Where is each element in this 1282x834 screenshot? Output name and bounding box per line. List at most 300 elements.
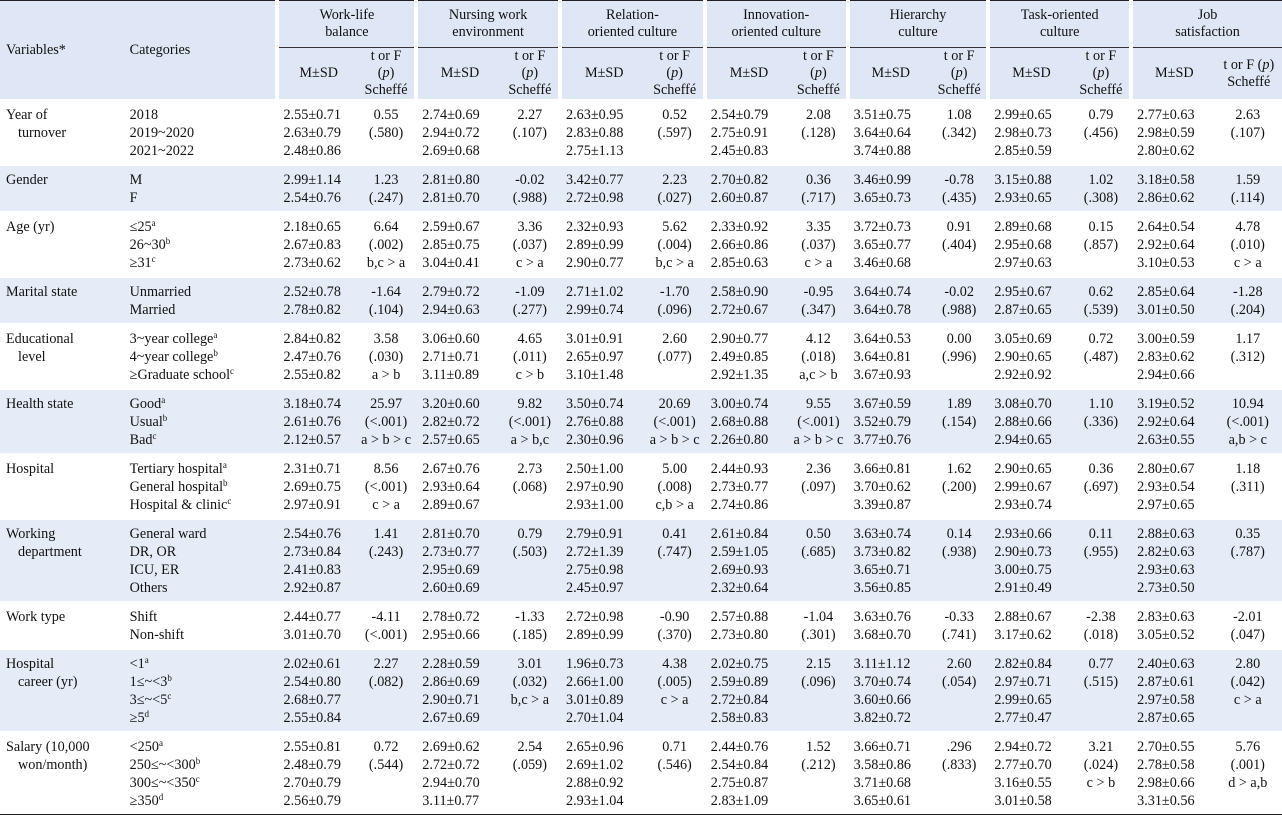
header-stat [932, 48, 988, 101]
header-stat [358, 48, 416, 101]
msd-cell [1131, 100, 1215, 165]
msd-value: 3.65±0.61 [853, 793, 912, 809]
category-superscript: b [165, 236, 171, 246]
msd-value: 3.65±0.71 [853, 562, 912, 578]
stat-value: 0.36 [1088, 461, 1114, 477]
header-group-line2: oriented culture [731, 24, 821, 40]
stat-value: (.032) [512, 674, 547, 690]
msd-value: 2.77±0.63 [1137, 107, 1195, 123]
stat-cell [932, 277, 988, 324]
category-label: 26~30 [129, 237, 166, 253]
stat-cell [932, 602, 988, 649]
msd-value: 3.71±0.68 [853, 775, 912, 791]
stat-cell [932, 732, 988, 815]
msd-cell [705, 732, 791, 815]
header-stat-prefix: t or F ( [803, 48, 834, 81]
msd-cell [1131, 649, 1215, 732]
stat-value: (.487) [1083, 349, 1119, 365]
stat-value: b,c > a [510, 692, 550, 708]
msd-value: 2.31±0.71 [283, 461, 341, 477]
msd-value: 2.40±0.63 [1137, 656, 1195, 672]
msd-cell [848, 100, 932, 165]
msd-cell [560, 649, 646, 732]
msd-value: 3.67±0.59 [853, 396, 912, 412]
header-stat-line2: Scheffé [653, 82, 697, 98]
variable-cell [0, 324, 124, 389]
stat-value: 10.94 [1231, 396, 1264, 412]
msd-value: 2.50±1.00 [566, 461, 624, 477]
msd-value: 3.58±0.86 [853, 757, 912, 773]
category-label: ICU, ER [129, 562, 180, 578]
msd-value: 2.98±0.73 [994, 125, 1052, 141]
header-msd: M±SD [705, 48, 791, 101]
stat-cell [358, 277, 416, 324]
msd-value: 3.39±0.87 [853, 497, 912, 513]
stat-cell [502, 519, 560, 602]
stat-value: -0.02 [944, 284, 974, 300]
msd-cell [705, 602, 791, 649]
msd-value: 2.57±0.88 [710, 609, 769, 625]
stat-value: c > b [1086, 775, 1116, 791]
stat-value: 5.76 [1235, 739, 1261, 755]
msd-value: 2.68±0.88 [710, 414, 769, 430]
header-stat-p: p [526, 65, 534, 81]
msd-value: 2.76±0.88 [566, 414, 624, 430]
header-stat [502, 48, 560, 101]
msd-value: 2.90±0.77 [710, 331, 769, 347]
category-item [130, 301, 274, 319]
stat-value: 1.08 [946, 107, 972, 123]
msd-value: 2.84±0.82 [283, 331, 341, 347]
msd-value: 2.88±0.92 [566, 775, 624, 791]
msd-value: 2.88±0.67 [994, 609, 1052, 625]
category-label: 2019~2020 [129, 125, 195, 141]
msd-value: 2.75±0.87 [710, 775, 769, 791]
stat-cell [932, 100, 988, 165]
stat-value: (.247) [368, 190, 404, 206]
stat-value: 0.35 [1235, 526, 1261, 542]
stat-cell [1073, 165, 1131, 212]
msd-value: 3.10±0.53 [1137, 255, 1195, 271]
msd-cell [705, 100, 791, 165]
header-stat-suffix: ) [1104, 65, 1110, 81]
msd-value: 2.95±0.68 [994, 237, 1052, 253]
categories-cell [124, 602, 278, 649]
msd-value: 2.69±0.93 [710, 562, 769, 578]
msd-cell [1131, 732, 1215, 815]
stat-value: 0.91 [946, 219, 972, 235]
stat-value: 1.23 [373, 172, 399, 188]
stat-value: 2.15 [805, 656, 831, 672]
header-msd: M±SD [1131, 48, 1215, 101]
msd-value: 2.94±0.72 [994, 739, 1052, 755]
stat-value: (.001) [1230, 757, 1265, 773]
stat-cell [1216, 165, 1282, 212]
variable-cell [0, 649, 124, 732]
msd-cell [560, 602, 646, 649]
stat-value: (.068) [512, 479, 547, 495]
table-body [0, 100, 1282, 815]
stat-value: (.301) [801, 627, 836, 643]
msd-cell [560, 454, 646, 519]
header-stat-line1 [1220, 57, 1278, 74]
category-superscript: d [144, 709, 150, 719]
stat-cell [358, 732, 416, 815]
stat-value: 1.10 [1088, 396, 1114, 412]
category-label: F [129, 190, 138, 206]
stat-value: (.027) [657, 190, 692, 206]
msd-value: 2.61±0.84 [710, 526, 769, 542]
msd-value: 2.02±0.75 [710, 656, 769, 672]
msd-value: 2.90±0.65 [994, 461, 1052, 477]
msd-cell [848, 165, 932, 212]
stat-cell [1216, 277, 1282, 324]
msd-cell [277, 100, 357, 165]
header-stat-line2: Scheffé [937, 82, 981, 98]
category-item [130, 543, 274, 561]
header-stat-line1 [1077, 48, 1125, 82]
msd-value: 2.59±0.89 [710, 674, 769, 690]
table-row [0, 454, 1282, 519]
header-stat-prefix: t or F ( [1085, 48, 1117, 81]
stat-value: -1.28 [1232, 284, 1263, 300]
stat-value: (.833) [942, 757, 977, 773]
stat-value: 0.50 [805, 526, 831, 542]
stat-value: (.857) [1083, 237, 1119, 253]
stat-value: (.008) [657, 479, 692, 495]
variable-cell [0, 454, 124, 519]
category-superscript: c [152, 431, 157, 441]
stat-cell [502, 212, 560, 277]
variable-label: Educational [6, 331, 74, 347]
stat-value: (.042) [1230, 674, 1265, 690]
stat-value: a > b [371, 367, 401, 383]
msd-value: 2.81±0.70 [422, 190, 480, 206]
msd-cell [560, 277, 646, 324]
msd-cell [560, 324, 646, 389]
msd-value: 3.04±0.41 [422, 255, 480, 271]
stat-cell [1073, 100, 1131, 165]
table-row [0, 100, 1282, 165]
msd-cell [848, 602, 932, 649]
variable-label: turnover [18, 125, 67, 141]
msd-value: 3.20±0.60 [422, 396, 480, 412]
stat-value: (.311) [1230, 479, 1265, 495]
msd-cell [1131, 165, 1215, 212]
msd-value: 2.02±0.61 [283, 656, 341, 672]
category-superscript: a [158, 738, 163, 748]
msd-value: 2.72±1.39 [566, 544, 624, 560]
header-msd: M±SD [560, 48, 646, 101]
header-stat-line1 [936, 48, 982, 82]
category-item [130, 608, 274, 626]
stat-value: .296 [946, 739, 972, 755]
stat-cell [1216, 324, 1282, 389]
msd-value: 2.49±0.85 [710, 349, 769, 365]
stat-cell [932, 649, 988, 732]
msd-cell [416, 732, 501, 815]
msd-cell [416, 389, 501, 454]
stat-value: (.077) [657, 349, 692, 365]
header-group [848, 1, 989, 48]
stat-value: (<.001) [364, 627, 408, 643]
msd-value: 2.78±0.72 [422, 609, 480, 625]
stat-value: 0.72 [1088, 331, 1114, 347]
msd-value: 2.75±1.13 [566, 143, 624, 159]
stat-value: a > b > c [649, 432, 700, 448]
stat-cell [791, 324, 847, 389]
msd-value: 2.30±0.96 [566, 432, 624, 448]
stat-value: (.037) [801, 237, 836, 253]
msd-value: 3.05±0.69 [994, 331, 1052, 347]
stat-value: (.996) [942, 349, 977, 365]
categories-cell [124, 519, 278, 602]
msd-cell [705, 212, 791, 277]
msd-value: 2.81±0.70 [422, 526, 480, 542]
category-item [130, 189, 274, 207]
header-group-line1: Task-oriented [1020, 7, 1099, 23]
stat-value: (.539) [1083, 302, 1119, 318]
msd-value: 3.17±0.62 [994, 627, 1052, 643]
stat-value: -1.33 [515, 609, 545, 625]
msd-value: 2.63±0.55 [1137, 432, 1195, 448]
msd-value: 3.06±0.60 [422, 331, 480, 347]
msd-value: 2.93±0.74 [994, 497, 1052, 513]
msd-cell [848, 277, 932, 324]
stat-value: 3.01 [517, 656, 543, 672]
table-row [0, 602, 1282, 649]
msd-value: 3.64±0.78 [853, 302, 912, 318]
msd-value: 3.16±0.55 [994, 775, 1052, 791]
stat-value: 0.00 [946, 331, 972, 347]
msd-value: 2.95±0.66 [422, 627, 480, 643]
msd-value: 2.89±0.99 [566, 627, 624, 643]
header-stat-prefix: t or F ( [1223, 56, 1263, 73]
stat-value: 0.55 [373, 107, 399, 123]
table-row [0, 277, 1282, 324]
msd-value: 2.77±0.47 [994, 710, 1052, 726]
categories-cell [124, 649, 278, 732]
msd-value: 2.90±0.73 [994, 544, 1052, 560]
category-label: 3~year college [129, 331, 214, 347]
stat-value: -0.78 [944, 172, 974, 188]
variable-label: Year of [6, 107, 48, 123]
variable-cell [0, 165, 124, 212]
stat-value: (.107) [1230, 125, 1265, 141]
stat-value: (.096) [801, 674, 836, 690]
msd-cell [416, 324, 501, 389]
category-label: <1 [129, 656, 145, 672]
stat-value: (.697) [1083, 479, 1119, 495]
stat-cell [1216, 732, 1282, 815]
msd-value: 3.82±0.72 [853, 710, 912, 726]
stat-cell [358, 100, 416, 165]
stat-value: -0.33 [944, 609, 974, 625]
category-item [130, 395, 274, 413]
stat-value: (.054) [942, 674, 977, 690]
variable-cell [0, 602, 124, 649]
stat-value: (.018) [801, 349, 836, 365]
msd-value: 2.89±0.99 [566, 237, 624, 253]
msd-value: 3.60±0.66 [853, 692, 912, 708]
msd-value: 2.68±0.77 [283, 692, 341, 708]
msd-cell [705, 165, 791, 212]
stat-value: (.082) [368, 674, 404, 690]
stat-cell [502, 277, 560, 324]
stat-value: (.308) [1083, 190, 1119, 206]
msd-value: 2.58±0.90 [710, 284, 769, 300]
msd-value: 2.90±0.71 [422, 692, 480, 708]
variable-label: Hospital [6, 461, 55, 477]
category-label: 250≤~<300 [129, 757, 196, 773]
msd-value: 2.63±0.79 [283, 125, 341, 141]
category-item [130, 254, 274, 272]
header-stat-prefix: t or F ( [943, 48, 975, 81]
category-item [130, 330, 274, 348]
category-item [130, 106, 274, 124]
msd-value: 3.01±0.91 [566, 331, 624, 347]
msd-cell [416, 212, 501, 277]
stat-value: (.277) [512, 302, 547, 318]
msd-cell [416, 602, 501, 649]
variable-label: Salary (10,000 [6, 739, 90, 755]
stat-value: -0.90 [659, 609, 690, 625]
msd-value: 2.72±0.98 [566, 190, 624, 206]
stat-value: (.018) [1083, 627, 1119, 643]
categories-cell [124, 212, 278, 277]
stat-value: 2.73 [517, 461, 543, 477]
stat-value: a > b > c [361, 432, 412, 448]
stat-cell [791, 519, 847, 602]
stat-value: 0.15 [1088, 219, 1114, 235]
msd-value: 2.97±0.65 [1137, 497, 1195, 513]
msd-cell [988, 454, 1072, 519]
msd-value: 3.46±0.68 [853, 255, 912, 271]
msd-value: 2.65±0.97 [566, 349, 624, 365]
msd-value: 2.54±0.79 [710, 107, 769, 123]
msd-value: 2.56±0.79 [283, 793, 341, 809]
stat-value: 1.62 [946, 461, 972, 477]
msd-value: 2.71±1.02 [566, 284, 624, 300]
msd-value: 2.90±0.77 [566, 255, 624, 271]
stat-value: (.200) [942, 479, 977, 495]
stat-value: (.204) [1230, 302, 1265, 318]
msd-value: 2.97±0.58 [1137, 692, 1195, 708]
msd-value: 2.70±0.79 [283, 775, 341, 791]
msd-value: 3.65±0.77 [853, 237, 912, 253]
stat-value: 2.63 [1235, 107, 1261, 123]
category-item [130, 478, 274, 496]
variable-cell [0, 100, 124, 165]
stat-value: 1.59 [1235, 172, 1261, 188]
header-stat [791, 48, 847, 101]
msd-value: 2.94±0.66 [1137, 367, 1195, 383]
stat-value: 2.27 [517, 107, 543, 123]
category-label: 2018 [129, 107, 159, 123]
msd-cell [277, 389, 357, 454]
stat-value: (.938) [942, 544, 977, 560]
stat-value: 0.36 [805, 172, 831, 188]
stat-cell [646, 165, 704, 212]
stat-value: (.787) [1230, 544, 1265, 560]
stat-cell [1073, 732, 1131, 815]
msd-cell [988, 324, 1072, 389]
msd-value: 2.18±0.65 [283, 219, 341, 235]
stat-cell [358, 165, 416, 212]
msd-value: 2.44±0.76 [710, 739, 769, 755]
stat-value: 0.77 [1088, 656, 1114, 672]
header-stat-suffix: ) [533, 65, 539, 81]
msd-cell [560, 519, 646, 602]
msd-value: 3.10±1.48 [566, 367, 624, 383]
stat-value: 9.82 [517, 396, 543, 412]
variable-label: Gender [6, 172, 48, 188]
header-group-line1: Job [1197, 7, 1218, 23]
stat-value: c > a [516, 255, 544, 271]
stat-value: (.004) [657, 237, 692, 253]
table-row [0, 165, 1282, 212]
msd-value: 2.92±0.64 [1137, 414, 1195, 430]
stat-value: c > a [804, 255, 833, 271]
msd-value: 2.85±0.75 [422, 237, 480, 253]
stat-cell [1073, 454, 1131, 519]
msd-value: 3.05±0.52 [1137, 627, 1195, 643]
header-stat-p: p [955, 65, 963, 81]
msd-value: 2.32±0.64 [710, 580, 769, 596]
stat-cell [646, 277, 704, 324]
category-superscript: a [151, 218, 156, 228]
stat-cell [932, 212, 988, 277]
stat-cell [1216, 454, 1282, 519]
stat-value: 1.02 [1088, 172, 1114, 188]
category-superscript: b [195, 756, 201, 766]
stat-cell [1216, 212, 1282, 277]
stat-cell [358, 389, 416, 454]
category-item [130, 756, 274, 774]
msd-value: 2.69±1.02 [566, 757, 624, 773]
msd-value: 2.75±0.91 [710, 125, 769, 141]
msd-value: 2.93±1.04 [566, 793, 624, 809]
stat-value: (.347) [801, 302, 836, 318]
msd-cell [1131, 389, 1215, 454]
stat-cell [646, 602, 704, 649]
category-superscript: b [223, 478, 228, 488]
variable-cell [0, 277, 124, 324]
stat-value: (.096) [657, 302, 692, 318]
header-group-line2: culture [898, 24, 938, 40]
msd-cell [988, 165, 1072, 212]
stat-value: 0.52 [662, 107, 688, 123]
msd-cell [560, 732, 646, 815]
msd-value: 2.66±0.86 [710, 237, 769, 253]
stat-value: (.002) [368, 237, 404, 253]
stat-value: 20.69 [658, 396, 691, 412]
header-group-line2: culture [1040, 24, 1080, 40]
header-stat-line2: Scheffé [1227, 73, 1271, 90]
stat-value: (<.001) [364, 414, 408, 430]
msd-value: 2.85±0.59 [994, 143, 1052, 159]
stat-value: (.741) [942, 627, 977, 643]
category-item [130, 431, 274, 449]
category-item [130, 579, 274, 597]
stat-cell [646, 519, 704, 602]
msd-value: 3.01±0.89 [566, 692, 624, 708]
stat-cell [1216, 519, 1282, 602]
stat-value: (.456) [1083, 125, 1119, 141]
category-superscript: a [144, 655, 149, 665]
category-label: 4~year college [129, 349, 214, 365]
msd-cell [988, 602, 1072, 649]
